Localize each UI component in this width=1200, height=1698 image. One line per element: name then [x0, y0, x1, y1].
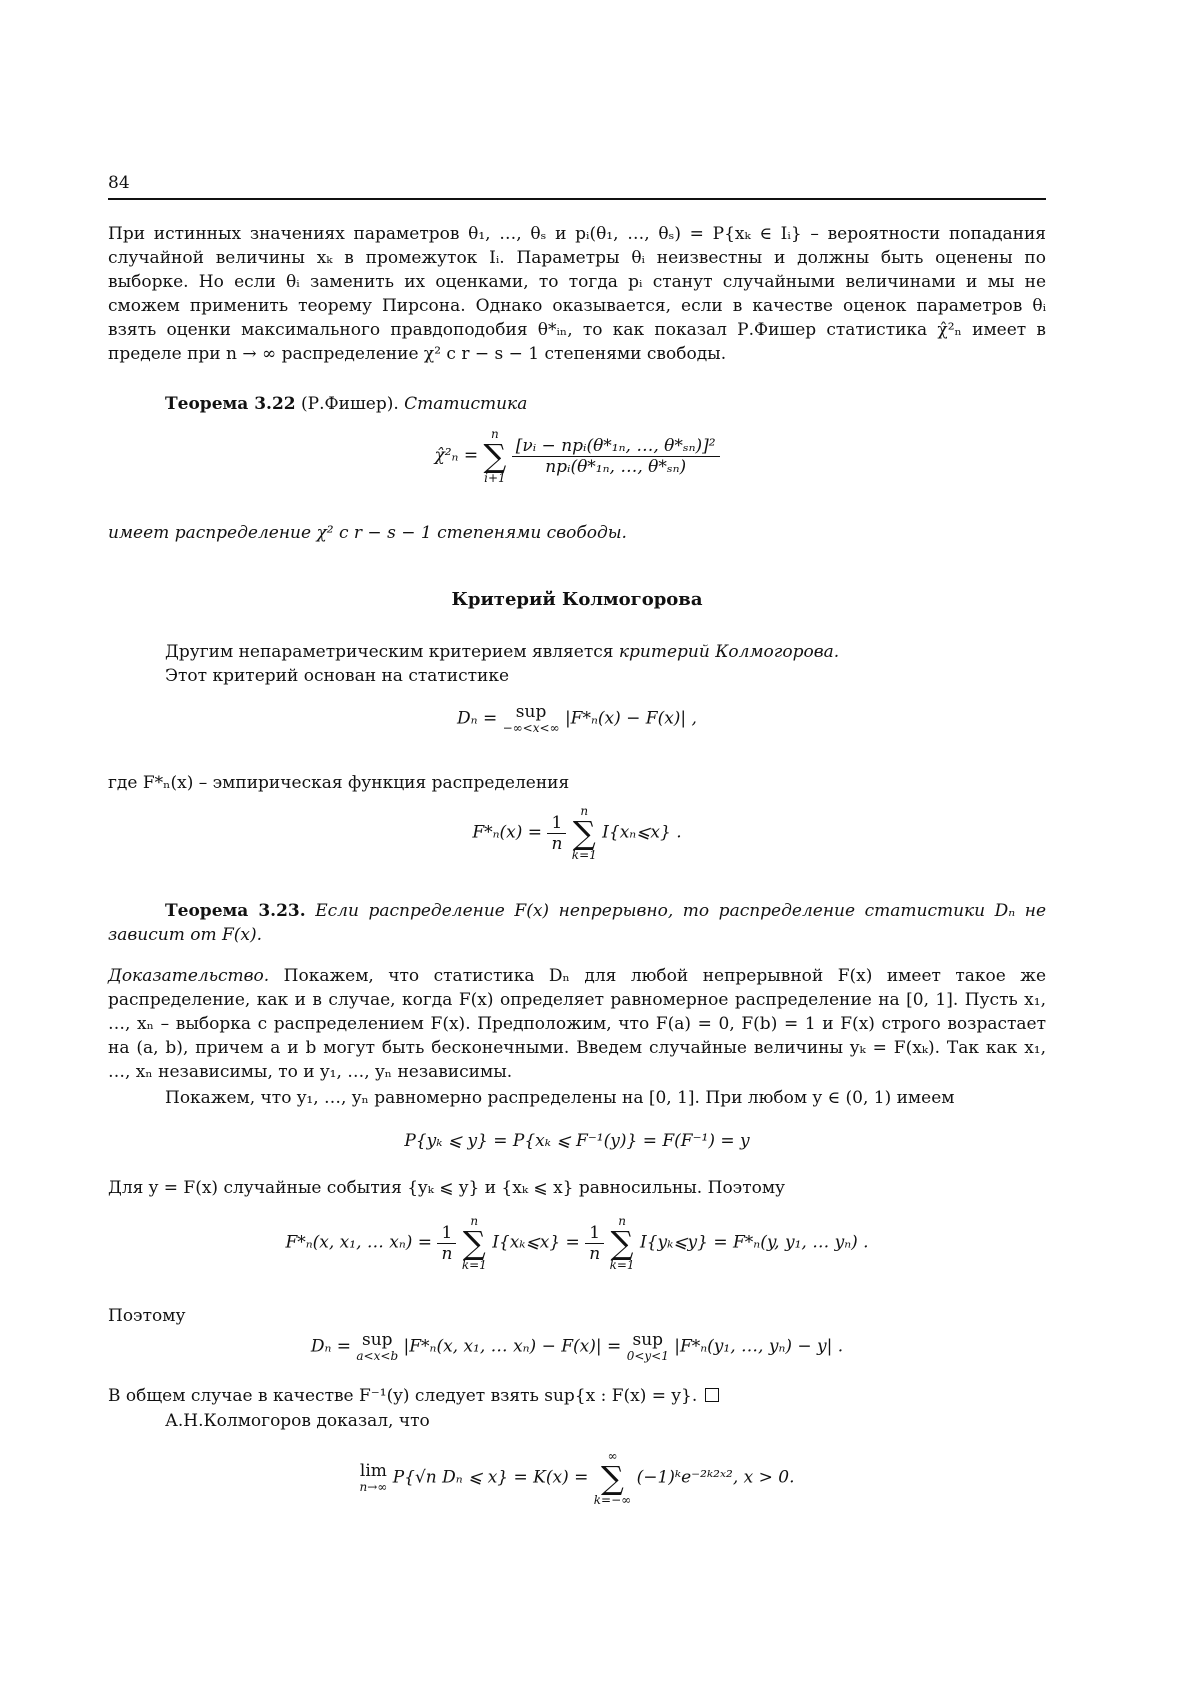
proof-label: Доказательство. — [108, 966, 270, 986]
theorem-3-23-label: Теорема 3.23. — [165, 901, 306, 921]
theorem-3-22-conclusion: имеет распределение χ² с r − s − 1 степенями свободы. — [108, 523, 627, 543]
fraction-denominator: n — [589, 1243, 601, 1264]
sum-lower-limit: i+1 — [484, 471, 506, 485]
page-number: 84 — [108, 173, 130, 193]
sup-operator — [356, 1331, 398, 1363]
fraction-numerator: 1 — [585, 1223, 604, 1244]
sup-label: sup — [361, 1330, 393, 1350]
equation-dn-reduction — [108, 1331, 1046, 1363]
equation-fisher — [108, 428, 1046, 484]
equation-kolmogorov-limit — [108, 1450, 1046, 1506]
lim-label: lim — [359, 1461, 387, 1482]
equation-probability: P{yₖ ⩽ y} = P{xₖ ⩽ F⁻¹(y)} = F(F⁻¹) = y — [404, 1131, 750, 1151]
proof-paragraph-3: Для y = F(x) случайные события {yₖ ⩽ y} и {xₖ ⩽ x} равносильны. Поэтому — [108, 1178, 786, 1198]
paragraph-empirical: где F*ₙ(x) – эмпирическая функция распределения — [108, 773, 570, 793]
sum-upper-limit: n — [580, 804, 589, 818]
equation-reduction-rhs: |F*ₙ(y₁, …, yₙ) − y| . — [674, 1336, 844, 1357]
sup-operator-2 — [627, 1331, 669, 1363]
fraction-denominator: n — [551, 833, 563, 854]
theorem-3-22-intro: Статистика — [404, 394, 528, 414]
proof-text-1: Покажем, что статистика Dₙ для любой непрерывной F(x) имеет такое же распределение, как и в случае, когда F(x) определяет равномерное распределение на [0, 1]. Пусть x₁, …, xₙ – выборка с распределением F(x). Предположим, что F(a) = 0, F(b) = 1 и F(x) строго возрастает на (a, b), причем a и b могут быть бесконечными. Введем случайные величины yₖ = F(xₖ). Так как x₁, …, xₙ независимы, то и y₁, …, yₙ независимы. — [108, 966, 1047, 1082]
paragraph-intro: При истинных значениях параметров θ₁, …, θₛ и pᵢ(θ₁, …, θₛ) = P{xₖ ∈ Iᵢ} – вероятности попадания случайной величины xₖ в промежуток Iᵢ. Параметры θᵢ неизвестны и должны быть оценены по выборке. Но если θᵢ заменить их оценками, то тогда pᵢ станут случайными величинами и мы не сможем применить теорему Пирсона. Однако оказывается, если в качестве оценок параметров θᵢ взять оценки максимального правдоподобия θ*ᵢₙ, то как показал Р.Фишер статистика χ̂²ₙ имеет в пределе при n → ∞ распределение χ² с r − s − 1 степенями свободы. — [108, 224, 1046, 364]
sup-lower-limit: −∞<x<∞ — [502, 720, 560, 735]
equation-empirical-rhs: I{xₙ⩽x} . — [602, 822, 682, 843]
theorem-3-23 — [108, 899, 1046, 947]
paragraph-kolmogorov-intro — [108, 640, 1046, 664]
one-over-n-fraction-2 — [585, 1223, 604, 1264]
one-over-n-fraction — [547, 813, 566, 854]
equation-dn-lhs: Dₙ = — [457, 708, 498, 729]
sigma-symbol: ∑ — [483, 437, 507, 475]
equation-dn — [108, 703, 1046, 735]
fraction-denominator: npᵢ(θ*₁ₙ, …, θ*ₛₙ) — [545, 456, 687, 477]
sum-lower-limit: k=1 — [571, 848, 597, 862]
sup-label: sup — [515, 702, 547, 722]
sup-label: sup — [632, 1330, 664, 1350]
lim-operator — [360, 1462, 388, 1494]
proof-paragraph-4: Поэтому — [108, 1306, 186, 1326]
indicator-x: I{xₖ⩽x} = — [492, 1232, 580, 1253]
proof-text-5: В общем случае в качестве F⁻¹(y) следует взять sup{x : F(x) = y}. — [108, 1386, 698, 1406]
sigma-symbol: ∑ — [610, 1224, 634, 1262]
equation-reduction-mid: |F*ₙ(x, x₁, … xₙ) − F(x)| = — [403, 1336, 622, 1357]
sigma-symbol: ∑ — [572, 814, 596, 852]
equation-empirical-equivalence — [108, 1215, 1046, 1271]
fraction-numerator: 1 — [437, 1223, 456, 1244]
equation-equivalence-lhs: F*ₙ(x, x₁, … xₙ) = — [285, 1232, 433, 1253]
sum-operator-2 — [610, 1215, 635, 1271]
fraction-numerator: [νᵢ − npᵢ(θ*₁ₙ, …, θ*ₛₙ)]² — [512, 436, 720, 457]
equation-empirical-lhs: F*ₙ(x) = — [472, 822, 543, 843]
sigma-symbol: ∑ — [462, 1224, 486, 1262]
theorem-3-22-label: Теорема 3.22 — [165, 394, 296, 414]
sup-lower-limit: a<x<b — [356, 1348, 399, 1363]
proof-paragraph-1 — [108, 964, 1046, 1084]
sum-lower-limit: k=1 — [461, 1258, 487, 1272]
kolmogorov-term: критерий Колмогорова. — [618, 642, 840, 662]
header-rule — [108, 198, 1046, 200]
theorem-3-22-heading — [108, 392, 1046, 416]
paragraph-statistic: Этот критерий основан на статистике — [165, 666, 510, 686]
sum-upper-limit: n — [618, 1214, 626, 1228]
theorem-3-22-author: (Р.Фишер). — [301, 394, 399, 414]
proof-paragraph-2: Покажем, что y₁, …, yₙ равномерно распределены на [0, 1]. При любом y ∈ (0, 1) имеем — [165, 1088, 955, 1108]
fisher-fraction — [512, 436, 720, 477]
lim-lower-limit: n→∞ — [359, 1479, 388, 1494]
sum-lower-limit: k=−∞ — [593, 1493, 632, 1507]
paragraph-kolmogorov-proved: А.Н.Колмогоров доказал, что — [165, 1411, 430, 1431]
sum-operator — [594, 1450, 631, 1506]
sum-upper-limit: ∞ — [607, 1449, 618, 1463]
sum-upper-limit: n — [491, 427, 499, 441]
sum-operator — [484, 428, 507, 484]
indicator-y: I{yₖ⩽y} = F*ₙ(y, y₁, … yₙ) . — [639, 1232, 869, 1253]
sum-operator — [462, 1215, 487, 1271]
equation-empirical — [108, 805, 1046, 861]
equation-dn-rhs: |F*ₙ(x) − F(x)| , — [564, 708, 697, 729]
fraction-numerator: 1 — [547, 813, 566, 834]
sup-operator — [503, 703, 560, 735]
sum-lower-limit: k=1 — [609, 1258, 635, 1272]
kolmogorov-intro-text: Другим непараметрическим критерием является — [165, 642, 614, 662]
fraction-denominator: n — [441, 1243, 453, 1264]
sup-lower-limit: 0<y<1 — [626, 1348, 669, 1363]
section-title: Критерий Колмогорова — [451, 589, 703, 610]
theorem-3-23-text: Если распределение F(x) непрерывно, то распределение статистики Dₙ не зависит от F(x). — [108, 901, 1047, 945]
equation-kolmogorov-lhs: P{√n Dₙ ⩽ x} = K(x) = — [392, 1467, 589, 1488]
equation-kolmogorov-rhs: (−1)ᵏe⁻²ᵏ²ˣ², x > 0. — [636, 1467, 795, 1488]
sum-upper-limit: n — [470, 1214, 479, 1228]
sigma-symbol: ∑ — [601, 1459, 624, 1497]
equation-fisher-lhs: χ̂²ₙ = — [434, 445, 479, 466]
proof-paragraph-5 — [108, 1384, 1046, 1408]
equation-reduction-lhs: Dₙ = — [310, 1336, 351, 1357]
sum-operator — [572, 805, 597, 861]
qed-square-icon — [705, 1388, 719, 1402]
one-over-n-fraction — [437, 1223, 456, 1264]
